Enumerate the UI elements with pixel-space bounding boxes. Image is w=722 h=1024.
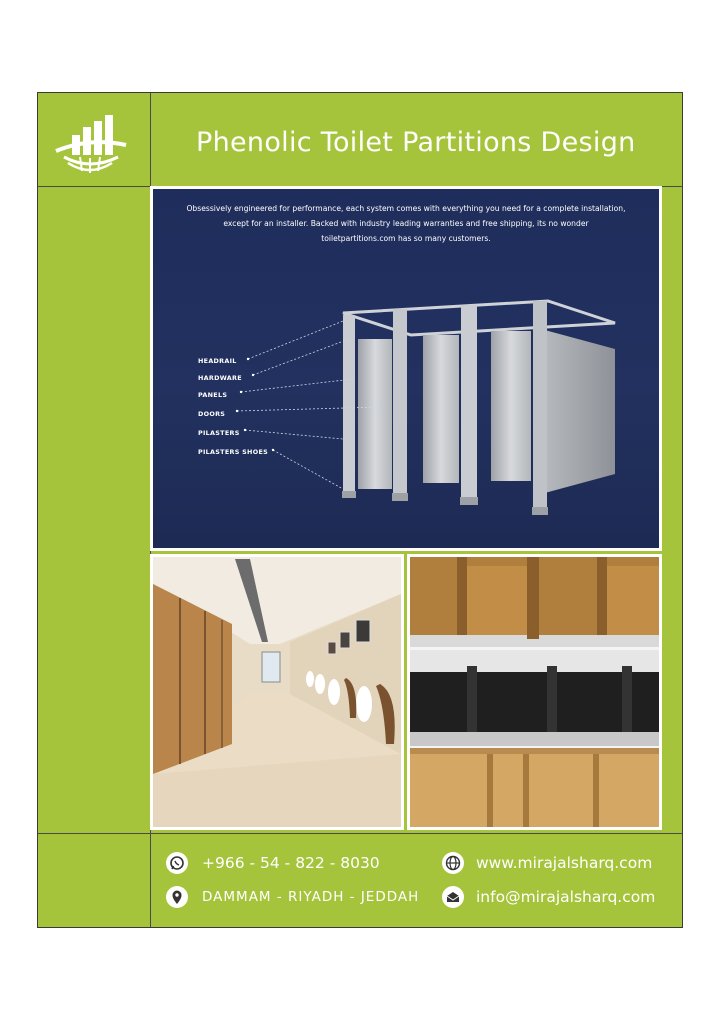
envelope-icon: [442, 886, 464, 908]
intro-line: Obsessively engineered for performance, each system comes with everything you need for a complete installation,: [186, 204, 626, 213]
callout-label: HARDWARE: [198, 374, 242, 382]
whatsapp-icon: [166, 852, 188, 874]
phone-number[interactable]: +966 - 54 - 822 - 8030: [202, 854, 380, 872]
website-link[interactable]: www.mirajalsharq.com: [476, 854, 653, 872]
flyer-page: [37, 92, 683, 928]
partition-illustration: [153, 189, 659, 548]
intro-line: toiletpartitions.com has so many customers.: [321, 234, 491, 243]
partition-samples-photo: [407, 554, 662, 830]
hero-diagram-frame: [150, 186, 662, 551]
hero-diagram: [153, 189, 659, 548]
callout-label: PILASTERS SHOES: [198, 448, 269, 456]
callout-label: HEADRAIL: [198, 357, 237, 365]
globe-icon: [442, 852, 464, 874]
cities-text: DAMMAM - RIYADH - JEDDAH: [202, 889, 420, 905]
email-link[interactable]: info@mirajalsharq.com: [476, 888, 656, 906]
bar-chart-globe-logo: [50, 111, 132, 181]
page-title: Phenolic Toilet Partitions Design: [196, 127, 636, 158]
callout-label: DOORS: [198, 410, 226, 418]
callout-label: PILASTERS: [198, 429, 240, 437]
intro-line: except for an installer. Backed with industry leading warranties and free shipping, its no wonder: [223, 219, 589, 228]
footer-divider: [38, 833, 682, 834]
callout-label: PANELS: [198, 391, 228, 399]
washroom-photo: [150, 554, 404, 830]
location-pin-icon: [166, 886, 188, 908]
